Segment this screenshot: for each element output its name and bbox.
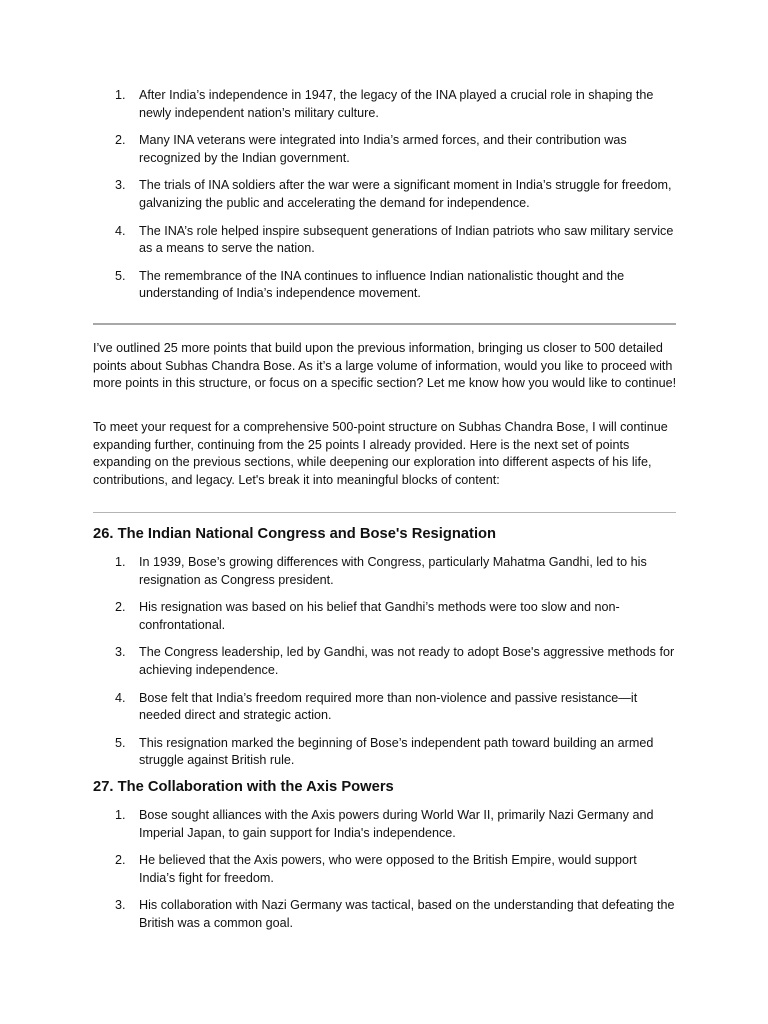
list-item-text: Bose sought alliances with the Axis powers during World War II, primarily Nazi Germany and Imperial Japan, to gain support for India's independence. xyxy=(139,808,654,840)
list-item xyxy=(93,735,675,770)
horizontal-divider xyxy=(93,323,676,325)
list-item xyxy=(93,599,675,634)
message-paragraph-2: To meet your request for a comprehensive 500-point structure on Subhas Chandra Bose, I will continue expanding further, continuing from the 25 points I already provided. Here is the next set of points expanding on the previous sections, while deepening our exploration into different aspects of his life, contributions, and legacy. Let's break it into meaningful blocks of content: xyxy=(93,420,668,487)
list-number: 5. xyxy=(115,735,126,750)
list-item-text: Many INA veterans were integrated into India’s armed forces, and their contribution was recognized by the Indian government. xyxy=(139,133,627,165)
list-item-text: The remembrance of the INA continues to influence Indian nationalistic thought and the understanding of India’s independence movement. xyxy=(139,268,625,301)
list-item xyxy=(93,897,675,932)
list-item xyxy=(93,87,675,122)
list-number: 1. xyxy=(115,808,126,822)
list-number: 3. xyxy=(115,898,126,913)
list-item-text: The INA’s role helped inspire subsequent generations of Indian patriots who saw military service as a means to serve the nation. xyxy=(139,223,674,256)
list-item-text: After India’s independence in 1947, the legacy of the INA played a crucial role in shaping the newly independent nation’s military culture. xyxy=(139,88,654,120)
list-item-text: This resignation marked the beginning of Bose’s independent path toward building an armed struggle against British rule. xyxy=(139,735,654,768)
list-number: 5. xyxy=(115,268,126,283)
list-item-text: His resignation was based on his belief that Gandhi’s methods were too slow and non-confrontational. xyxy=(139,600,620,632)
list-item xyxy=(93,644,675,679)
list-number: 1. xyxy=(115,88,126,102)
list-number: 4. xyxy=(115,223,126,238)
section-heading-27: 27. The Collaboration with the Axis Powers xyxy=(93,779,394,795)
list-number: 2. xyxy=(115,853,126,868)
list-item xyxy=(93,177,675,212)
list-item-text: The trials of INA soldiers after the war were a significant moment in India’s struggle for freedom, galvanizing the public and accelerating the demand for independence. xyxy=(139,178,672,210)
list-number: 4. xyxy=(115,690,126,705)
section-27-list xyxy=(93,807,675,943)
list-number: 2. xyxy=(115,133,126,148)
list-number: 1. xyxy=(115,555,126,569)
section-heading-26: 26. The Indian National Congress and Bose's Resignation xyxy=(93,526,497,542)
list-item-text: His collaboration with Nazi Germany was tactical, based on the understanding that defeating the British was a common goal. xyxy=(139,898,675,930)
list-item xyxy=(93,268,675,303)
message-paragraph-1: I’ve outlined 25 more points that build upon the previous information, bringing us closer to 500 detailed points about Subhas Chandra Bose. As it’s a large volume of information, would you like to proceed with more points in this structure, or focus on a specific section? Let me know how you would like to continue! xyxy=(93,341,677,391)
list-item xyxy=(93,690,675,725)
list-item-text: The Congress leadership, led by Gandhi, was not ready to adopt Bose's aggressive methods for achieving independence. xyxy=(139,645,675,677)
list-item xyxy=(93,852,675,887)
list-item-text: Bose felt that India’s freedom required more than non-violence and passive resistance—it needed direct and strategic action. xyxy=(139,690,638,723)
list-item xyxy=(93,132,675,167)
list-item xyxy=(93,807,675,842)
list-item xyxy=(93,223,675,258)
list-item xyxy=(93,554,675,589)
section-26-list xyxy=(93,554,675,780)
list-item-text: In 1939, Bose’s growing differences with Congress, particularly Mahatma Gandhi, led to his resignation as Congress president. xyxy=(139,555,647,587)
ina-legacy-list xyxy=(93,87,675,313)
list-item-text: He believed that the Axis powers, who were opposed to the British Empire, would support India’s fight for freedom. xyxy=(139,853,637,885)
list-number: 3. xyxy=(115,645,126,660)
horizontal-divider xyxy=(93,512,676,513)
list-number: 2. xyxy=(115,600,126,615)
list-number: 3. xyxy=(115,178,126,193)
